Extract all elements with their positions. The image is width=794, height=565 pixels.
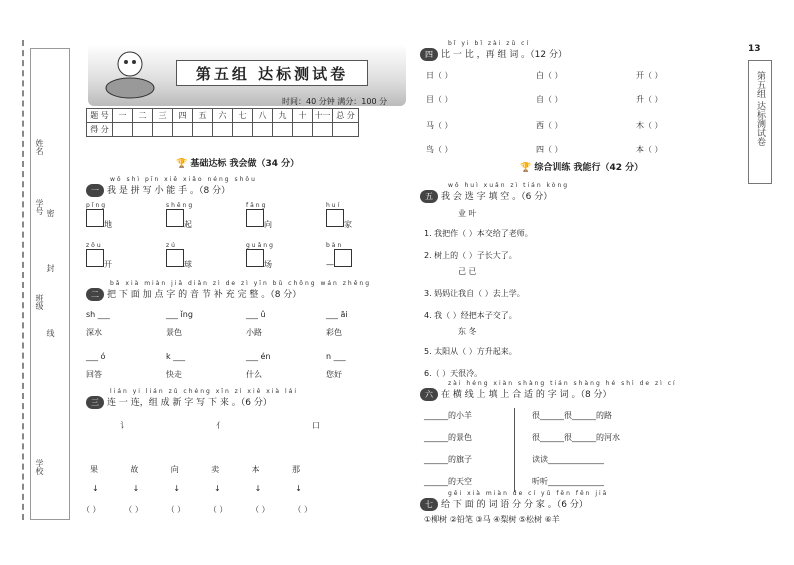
component-char[interactable]: 那 — [291, 465, 300, 474]
section-advanced-header: 🏆 综合训练 我能行（42 分） — [520, 163, 644, 173]
q5-number: 五 — [420, 190, 438, 203]
answer-bracket[interactable]: （ ） — [293, 505, 312, 514]
writing-grid[interactable] — [86, 209, 104, 227]
arrow-down-icon: ↓ — [173, 484, 181, 493]
trophy-icon: 🏆 — [176, 159, 188, 169]
component-char[interactable]: 本 — [251, 465, 260, 474]
writing-grid[interactable] — [246, 249, 264, 267]
score-cell[interactable] — [173, 123, 193, 137]
seal-label: 密 — [46, 209, 55, 217]
arrow-down-icon: ↓ — [132, 484, 140, 493]
q2-item: ___ ó 回答 — [86, 352, 106, 379]
writing-grid[interactable] — [166, 209, 184, 227]
radical[interactable]: 亻 — [216, 421, 224, 430]
q6-text: 在 横 线 上 填 上 合 适 的 字 词 。（8 分） — [441, 390, 612, 400]
question-7: gěi xià miàn de cí yǔ fēn fēn jiā 七 给 下 面 的 词 语 分 分 家 。（6 分） — [420, 490, 740, 511]
score-col: 五 — [193, 109, 213, 123]
q1-item: zǒu 开 — [86, 242, 112, 269]
score-cell[interactable] — [293, 123, 313, 137]
q1-item: shēng 起 — [166, 202, 195, 229]
score-cell[interactable] — [153, 123, 173, 137]
q5-choices-2: 己 已 — [458, 267, 477, 276]
cartoon-illustration — [100, 44, 160, 102]
radical[interactable]: 口 — [312, 421, 320, 430]
page-number: 13 — [748, 44, 761, 54]
q5-text: 我 会 选 字 填 空 。（6 分） — [441, 192, 553, 202]
writing-grid[interactable] — [334, 249, 352, 267]
score-col: 六 — [213, 109, 233, 123]
arrow-down-icon: ↓ — [213, 484, 221, 493]
q4-row: 鸟（ ） 四（ ） 本（ ） — [426, 145, 663, 154]
score-cell[interactable] — [273, 123, 293, 137]
score-cell[interactable] — [253, 123, 273, 137]
page-title: 第五组 达标测试卷 — [176, 60, 368, 86]
leading-dash: — — [326, 260, 334, 269]
score-col: 十一 — [313, 109, 333, 123]
score-col: 四 — [173, 109, 193, 123]
q1-text: 我 是 拼 写 小 能 手 。（8 分） — [107, 186, 231, 196]
question-2: bǎ xià miàn jiā diǎn zì de zì yīn bǔ chōng wán zhěng 二 把 下 面 加 点 字 的 音 节 补 充 完 整 。（8 分） — [86, 280, 406, 301]
score-col: 总 分 — [333, 109, 359, 123]
school-label: 学校 — [35, 459, 44, 475]
q6-left-column: ______的小羊 ______的景色 ______的旗子 ______的天空 — [424, 411, 472, 486]
score-col: 二 — [133, 109, 153, 123]
score-row-label: 得 分 — [87, 123, 113, 137]
writing-grid[interactable] — [246, 209, 264, 227]
q4-grid — [426, 70, 716, 168]
question-4: bǐ yi bǐ zài zǔ cí 四 比 一 比 ，再 组 词 。（12 分） — [420, 40, 740, 61]
score-col: 十 — [293, 109, 313, 123]
score-cell[interactable] — [193, 123, 213, 137]
student-info-box — [30, 48, 70, 520]
q1-item: pǐng 地 — [86, 202, 112, 229]
component-char[interactable]: 果 — [90, 465, 98, 474]
question-3: lián yi lián zǔ chéng xīn zì xiě xià lái 三 连 一 连，组 成 新 字 写 下 来 。（6 分） — [86, 388, 406, 409]
trophy-icon: 🏆 — [520, 163, 532, 173]
q2-item: sh ___ 深水 — [86, 310, 110, 337]
q4-row: 日（ ） 白（ ） 开（ ） — [426, 71, 663, 80]
q7-number: 七 — [420, 498, 438, 511]
name-label: 姓名 — [35, 139, 44, 155]
answer-bracket[interactable]: （ ） — [124, 505, 143, 514]
score-cell[interactable] — [213, 123, 233, 137]
q1-row-2 — [86, 242, 406, 271]
question-5: wǒ huì xuǎn zì tián kòng 五 我 会 选 字 填 空 。（6 分） — [420, 182, 740, 203]
q1-pinyin: wǒ shì pīn xiě xiǎo néng shǒu — [110, 176, 257, 183]
score-row-label: 题 号 — [87, 109, 113, 123]
score-cell[interactable] — [333, 123, 359, 137]
writing-grid[interactable] — [166, 249, 184, 267]
score-col: 三 — [153, 109, 173, 123]
q2-item: ___ ǐng 景色 — [166, 310, 193, 337]
q5-item[interactable]: 1. 我把作（ ）本交给了老师。 — [424, 229, 533, 238]
q4-number: 四 — [420, 48, 438, 61]
answer-bracket[interactable]: （ ） — [251, 505, 270, 514]
q4-row: 目（ ） 自（ ） 升（ ） — [426, 95, 663, 104]
q4-row: 马（ ） 西（ ） 木（ ） — [426, 121, 663, 130]
arrow-down-icon: ↓ — [295, 484, 302, 493]
q5-item[interactable]: 3. 妈妈让我自（ ）去上学。 — [424, 289, 525, 298]
q2-number: 二 — [86, 288, 104, 301]
score-col: 一 — [113, 109, 133, 123]
q3-chars — [90, 464, 300, 475]
id-label: 学号 — [35, 199, 44, 215]
seal-label-2: 封 — [46, 264, 55, 272]
q1-item: fāng 向 — [246, 202, 272, 229]
q5-item[interactable]: 6.（ ）天很冷。 — [424, 369, 483, 378]
score-value-row — [87, 123, 359, 137]
q2-item: ___ ǔ 小路 — [246, 310, 266, 337]
answer-bracket[interactable]: （ ） — [82, 505, 101, 514]
score-header-row — [87, 109, 359, 123]
q2-row-2 — [86, 352, 406, 380]
q5-item[interactable]: 4. 我（ ）经把本子交了。 — [424, 311, 517, 320]
component-char[interactable]: 卖 — [211, 465, 220, 474]
score-cell[interactable] — [113, 123, 133, 137]
score-cell[interactable] — [313, 123, 333, 137]
q6-number: 六 — [420, 388, 438, 401]
line-label: 线 — [46, 329, 55, 337]
answer-bracket[interactable]: （ ） — [166, 505, 186, 514]
score-col: 七 — [233, 109, 253, 123]
q7-word-list: ①柳树 ②铅笔 ③马 ④梨树 ⑤松树 ⑥羊 — [424, 515, 560, 524]
q2-row-1 — [86, 310, 406, 338]
q3-arrows — [92, 484, 302, 493]
writing-grid[interactable] — [326, 209, 344, 227]
score-table — [86, 108, 359, 137]
q1-item: guǎng 场 — [246, 242, 275, 269]
q3-text: 连 一 连，组 成 新 字 写 下 来 。（6 分） — [107, 398, 272, 408]
score-cell[interactable] — [133, 123, 153, 137]
q3-number: 三 — [86, 396, 104, 409]
q2-item: k ___ 快走 — [166, 352, 186, 379]
q3-answers — [82, 504, 312, 515]
q6-right-column: 很______很______的路 很______很______的河水 读读______________ 听听______________ — [532, 411, 620, 486]
q5-item[interactable]: 2. 树上的（ ）子长大了。 — [424, 251, 517, 260]
column-divider — [514, 408, 515, 492]
q2-item: ___ āi 彩色 — [326, 310, 348, 337]
q5-choices-1: 业 叶 — [458, 209, 477, 218]
writing-grid[interactable] — [86, 249, 104, 267]
q2-text: 把 下 面 加 点 字 的 音 节 补 充 完 整 。（8 分） — [107, 290, 302, 300]
q1-item: bàn — — [326, 242, 406, 271]
class-label: 班级 — [35, 294, 44, 310]
q1-item: huí 家 — [326, 202, 352, 229]
arrow-down-icon: ↓ — [92, 484, 99, 493]
q2-item: ___ én 什么 — [246, 352, 271, 379]
radical[interactable]: 讠 — [120, 421, 128, 430]
unit-tab: 第五组 达标测试卷 — [748, 60, 772, 184]
component-char[interactable]: 故 — [130, 465, 139, 474]
score-cell[interactable] — [233, 123, 253, 137]
q2-item: n ___ 您好 — [326, 352, 346, 379]
component-char[interactable]: 向 — [170, 465, 179, 474]
answer-bracket[interactable]: （ ） — [208, 505, 228, 514]
q3-radicals — [120, 420, 320, 431]
time-info: 时间：40 分钟 满分：100 分 — [282, 97, 388, 106]
q7-text: 给 下 面 的 词 语 分 分 家 。（6 分） — [441, 500, 588, 510]
score-col: 九 — [273, 109, 293, 123]
question-6: zài héng xiàn shàng tián shàng hé shì de zì cí 六 在 横 线 上 填 上 合 适 的 字 词 。（8 分） — [420, 380, 740, 401]
q1-row-1 — [86, 202, 406, 231]
q1-item: zú 球 — [166, 242, 192, 269]
binding-margin — [22, 40, 76, 520]
q4-text: 比 一 比 ，再 组 词 。（12 分） — [441, 50, 567, 60]
question-1 — [86, 176, 406, 197]
q5-item[interactable]: 5. 太阳从（ ）方升起来。 — [424, 347, 517, 356]
score-col: 八 — [253, 109, 273, 123]
section-basic-header: 🏆 基础达标 我会做（34 分） — [176, 159, 300, 169]
arrow-down-icon: ↓ — [254, 484, 262, 493]
q1-number: 一 — [86, 184, 104, 197]
q5-choices-3: 东 冬 — [458, 327, 477, 336]
